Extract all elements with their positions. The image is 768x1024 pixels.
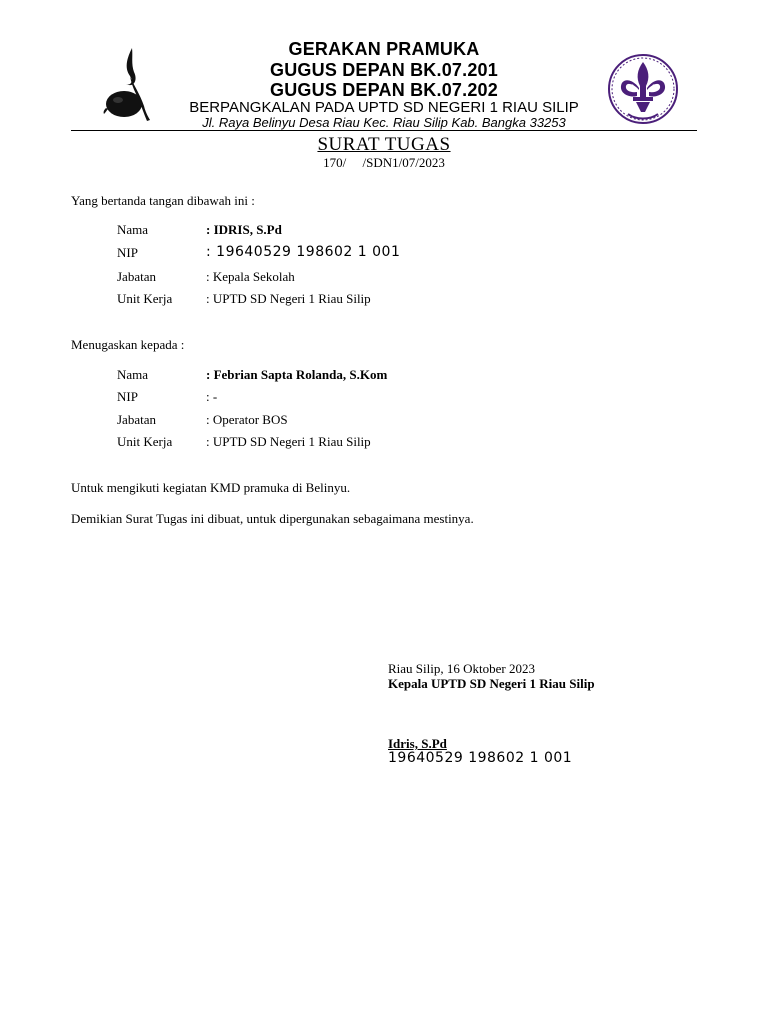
signature-place-date: Riau Silip, 16 Oktober 2023 — [388, 661, 535, 676]
signer-position-value: : Kepala Sekolah — [206, 269, 295, 284]
intro-text: Yang bertanda tangan dibawah ini : — [71, 193, 255, 208]
assignee-nip-value: : - — [206, 389, 218, 404]
signer-unit-value: : UPTD SD Negeri 1 Riau Silip — [206, 291, 371, 306]
signature-nip: 19640529 198602 1 001 — [388, 750, 573, 766]
closing-text: Demikian Surat Tugas ini dibuat, untuk dipergunakan sebagaimana mestinya. — [71, 511, 474, 526]
assignee-unit-label: Unit Kerja — [117, 434, 173, 449]
assignee-position-value: : Operator BOS — [206, 412, 288, 427]
letterhead-divider — [71, 130, 697, 131]
signer-name-value: : IDRIS, S.Pd — [206, 222, 282, 237]
assignee-nip-label: NIP — [117, 389, 138, 404]
unit-name-1: GUGUS DEPAN BK.07.201 — [270, 60, 498, 80]
signer-position-label: Jabatan — [117, 269, 156, 284]
base-line: BERPANGKALAN PADA UPTD SD NEGERI 1 RIAU SILIP — [189, 99, 579, 116]
assignee-position-label: Jabatan — [117, 412, 156, 427]
purpose-text: Untuk mengikuti kegiatan KMD pramuka di Belinyu. — [71, 480, 351, 495]
signer-nip-label: NIP — [117, 245, 138, 260]
signer-name-label: Nama — [117, 222, 149, 237]
signer-unit-label: Unit Kerja — [117, 291, 173, 306]
assignee-name-value: : Febrian Sapta Rolanda, S.Kom — [206, 367, 388, 382]
document-title: SURAT TUGAS — [317, 134, 451, 155]
address-line: Jl. Raya Belinyu Desa Riau Kec. Riau Silip Kab. Bangka 33253 — [202, 115, 566, 130]
assignee-unit-value: : UPTD SD Negeri 1 Riau Silip — [206, 434, 371, 449]
signer-nip-value: : 19640529 198602 1 001 — [206, 244, 401, 260]
assignee-name-label: Nama — [117, 367, 149, 382]
document-number: 170/ /SDN1/07/2023 — [323, 155, 445, 170]
signature-position: Kepala UPTD SD Negeri 1 Riau Silip — [388, 676, 595, 691]
assign-intro-text: Menugaskan kepada : — [71, 337, 185, 352]
org-name: GERAKAN PRAMUKA — [288, 39, 480, 59]
signature-name: Idris, S.Pd — [388, 736, 447, 751]
unit-name-2: GUGUS DEPAN BK.07.202 — [270, 80, 498, 100]
